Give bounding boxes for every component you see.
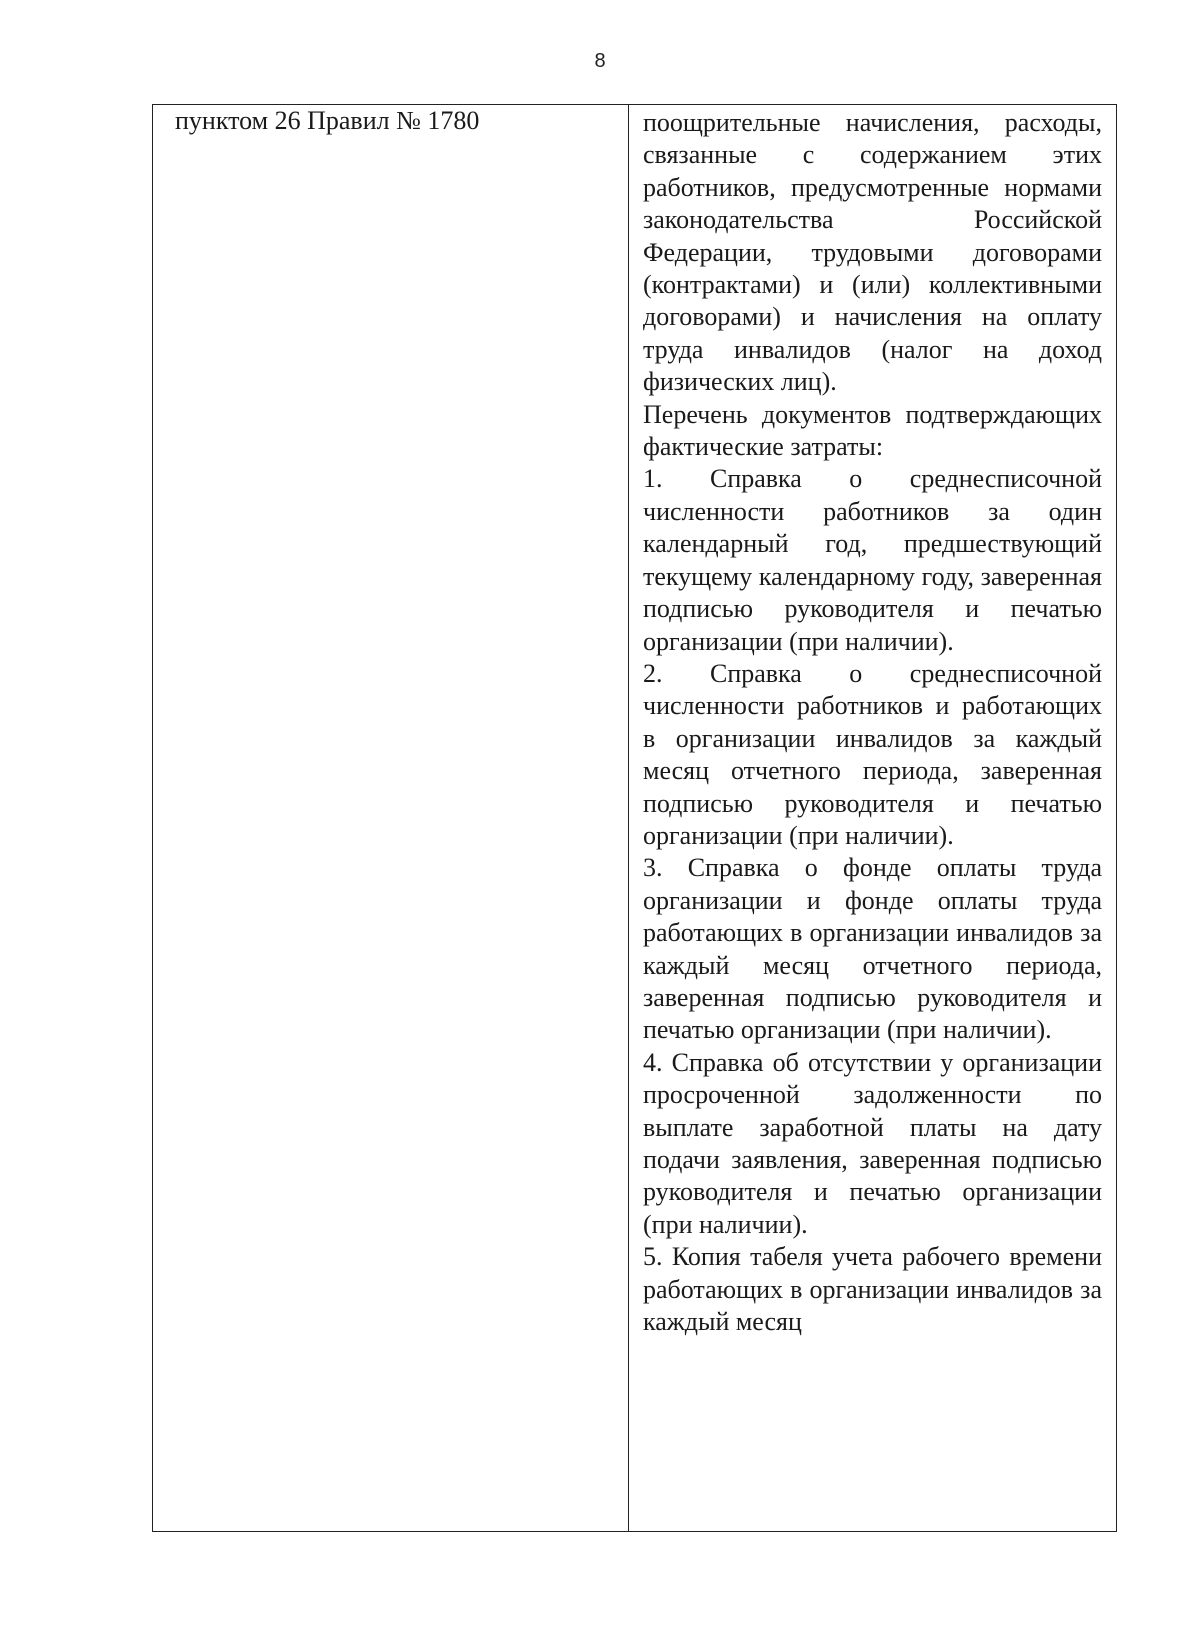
left-cell-text: пунктом 26 Правил № 1780 — [175, 106, 480, 135]
paragraph-item-3: 3. Справка о фонде оплаты труда организации и фонде оплаты труда работающих в организации инвалидов за каждый месяц отчетного периода, заверенная подписью руководителя и печатью организации (при наличии). — [643, 853, 1102, 1045]
page-number: 8 — [594, 50, 606, 72]
paragraph-item-4: 4. Справка об отсутствии у организации просроченной задолженности по выплате заработной платы на дату подачи заявления, заверенная подписью руководителя и печатью организации (при наличии). — [643, 1047, 1102, 1239]
paragraph-item-5: 5. Копия табеля учета рабочего времени работающих в организации инвалидов за каждый месяц — [643, 1242, 1102, 1337]
document-table — [152, 104, 1117, 1532]
table-cell-right — [629, 105, 1116, 1531]
paragraph-documents-list-heading: Перечень документов подтверждающих фактические затраты: — [643, 399, 1102, 462]
table-cell-left — [153, 105, 629, 1531]
paragraph-item-1: 1. Справка о среднесписочной численности работников за один календарный год, предшествующий текущему календарному году, заверенная подписью руководителя и печатью организации (при наличии). — [643, 464, 1102, 656]
paragraph-item-2: 2. Справка о среднесписочной численности работников и работающих в организации инвалидов за каждый месяц отчетного периода, заверенная подписью руководителя и печатью организации (при наличии). — [643, 658, 1102, 850]
paragraph-allowances: поощрительные начисления, расходы, связанные с содержанием этих работников, предусмотренные нормами законодательства Российской Федерации, трудовыми договорами (контрактами) и (или) коллективными договорами) и начисления на оплату труда инвалидов (налог на доход физических лиц). — [643, 108, 1102, 397]
